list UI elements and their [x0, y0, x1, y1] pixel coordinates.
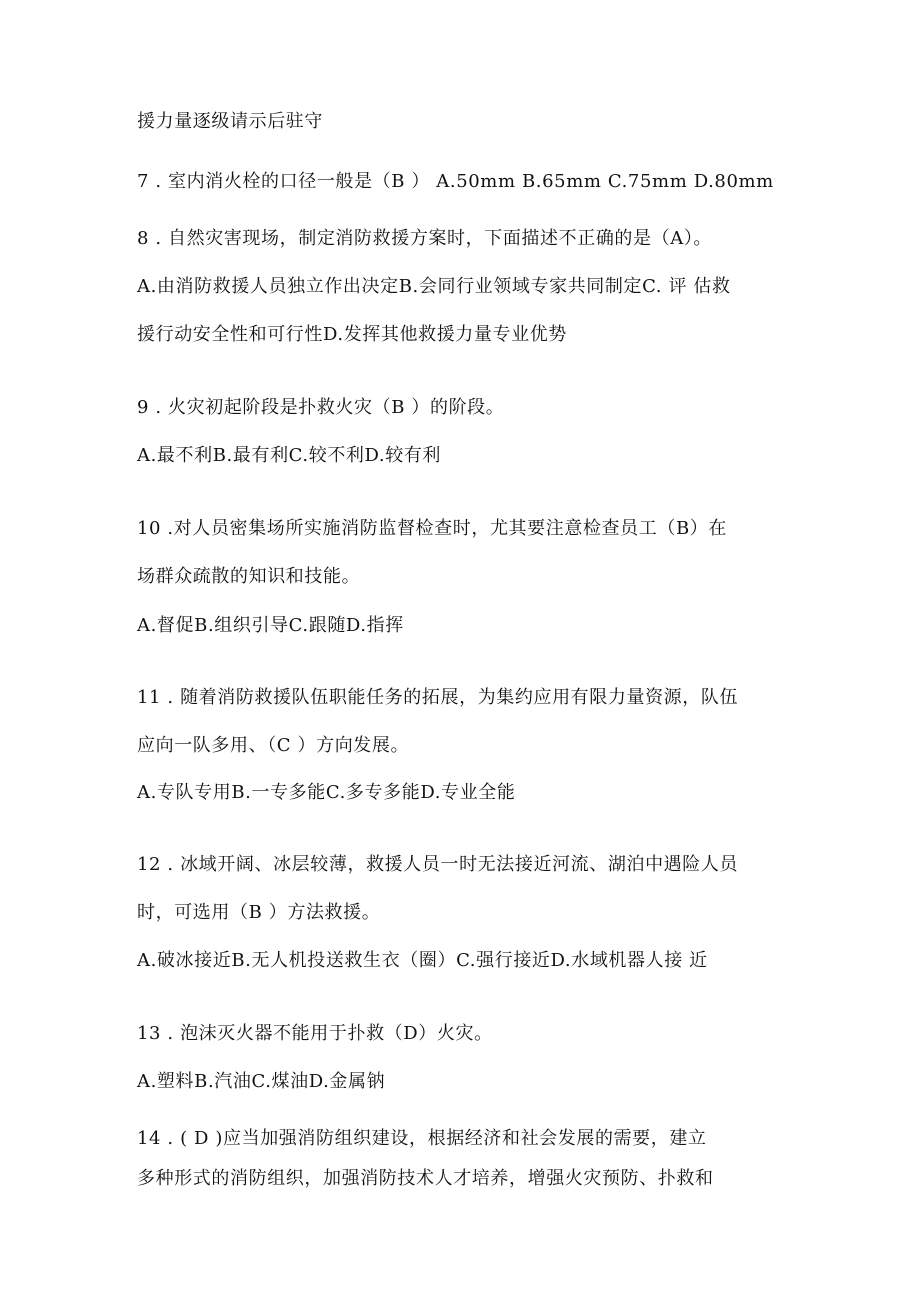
question-8: 8 . 自然灾害现场，制定消防救援方案时，下面描述不正确的是（A）。: [137, 228, 713, 249]
question-9: 9 . 火灾初起阶段是扑救火灾（B ）的阶段。: [137, 397, 505, 418]
question-11-cont: 应向一队多用、（C ）方向发展。: [137, 735, 410, 756]
question-11-options: A.专队专用B.一专多能C.多专多能D.专业全能: [137, 782, 516, 803]
question-10: 10 .对人员密集场所实施消防监督检查时，尤其要注意检查员工（B）在: [137, 518, 727, 539]
question-12-options: A.破冰接近B.无人机投送救生衣（圈）C.强行接近D.水域机器人接 近: [137, 950, 708, 971]
question-10-options: A.督促B.组织引导C.跟随D.指挥: [137, 615, 404, 636]
question-12-cont: 时，可选用（B ）方法救援。: [137, 902, 381, 923]
question-7: 7 . 室内消火栓的口径一般是（B ） A.50mm B.65mm C.75mm D.80mm: [137, 171, 774, 192]
question-13: 13 . 泡沫灭火器不能用于扑救（D）火灾。: [137, 1023, 493, 1044]
question-14-cont: 多种形式的消防组织，加强消防技术人才培养，增强火灾预防、扑救和: [137, 1168, 714, 1189]
question-14: 14 . ( D )应当加强消防组织建设，根据经济和社会发展的需要，建立: [137, 1128, 707, 1149]
question-9-options: A.最不利B.最有利C.较不利D.较有利: [137, 445, 442, 466]
question-13-options: A.塑料B.汽油C.煤油D.金属钠: [137, 1071, 386, 1092]
text-line: 援力量逐级请示后驻守: [137, 111, 323, 132]
question-12: 12 . 冰域开阔、冰层较薄，救援人员一时无法接近河流、湖泊中遇险人员: [137, 854, 739, 875]
question-8-options: A.由消防救援人员独立作出决定B.会同行业领域专家共同制定C. 评 估救: [137, 276, 731, 297]
question-8-options-cont: 援行动安全性和可行性D.发挥其他救援力量专业优势: [137, 324, 567, 345]
question-10-cont: 场群众疏散的知识和技能。: [137, 566, 361, 587]
question-11: 11 . 随着消防救援队伍职能任务的拓展，为集约应用有限力量资源，队伍: [137, 687, 739, 708]
